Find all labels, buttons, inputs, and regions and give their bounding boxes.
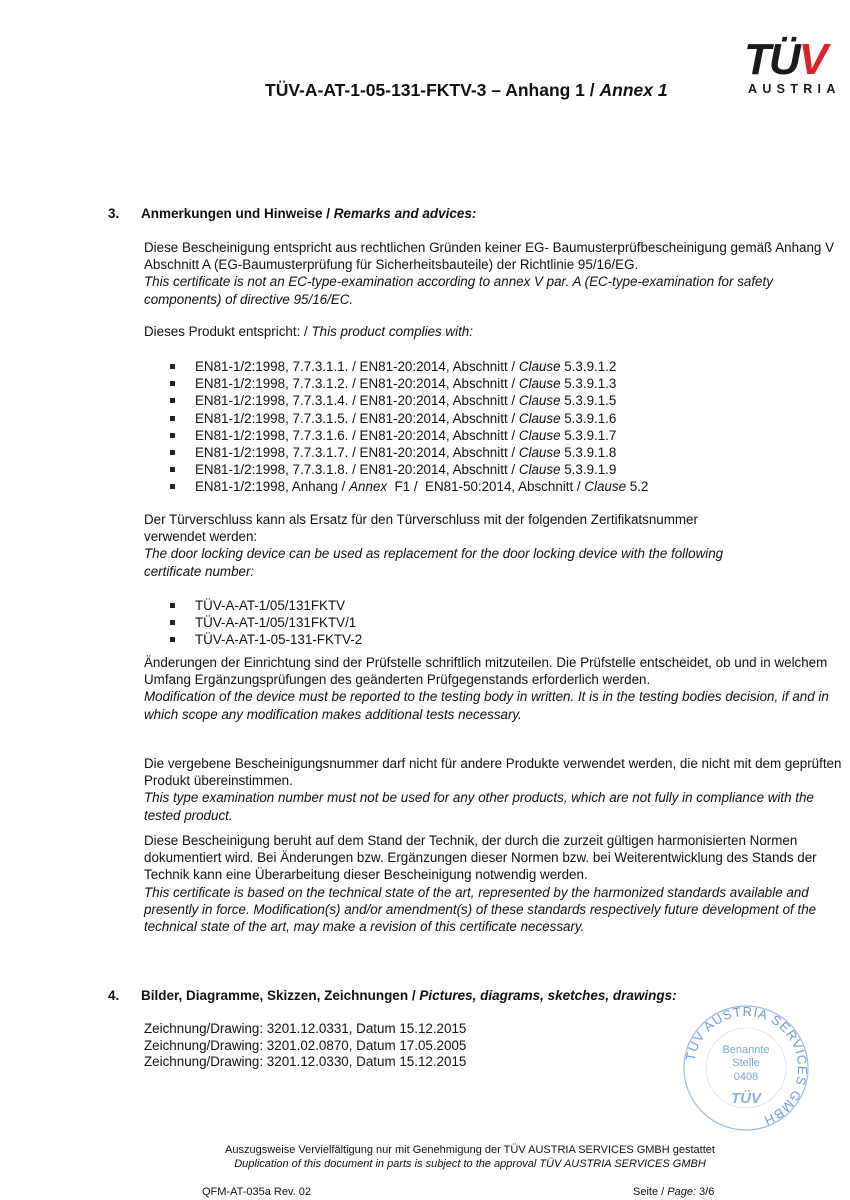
section-title: Bilder, Diagramme, Skizzen, Zeichnungen / Pictures, diagrams, sketches, drawings: [141, 988, 677, 1003]
standard-item: EN81-1/2:1998, 7.7.3.1.8. / EN81-20:2014, Abschnitt / Clause 5.3.9.1.9 [170, 461, 648, 478]
replacement-paragraph [144, 511, 744, 580]
standard-item: EN81-1/2:1998, 7.7.3.1.2. / EN81-20:2014, Abschnitt / Clause 5.3.9.1.3 [170, 375, 648, 392]
paragraph-english: Modification of the device must be reported to the testing body in written. It is in the testing bodies decision, if and in which scope any modification makes additional tests necessary. [144, 689, 829, 722]
paragraph-english: The door locking device can be used as replacement for the door locking device with the following certificate number: [144, 546, 724, 579]
certificate-item: TÜV-A-AT-1/05/131FKTV [170, 597, 362, 614]
logo-subtitle: AUSTRIA [748, 82, 841, 96]
certificate-item: TÜV-A-AT-1/05/131FKTV/1 [170, 614, 362, 631]
paragraph-english: This certificate is based on the technical state of the art, represented by the harmonized standards available and presently in force. Modification(s) and/or amendment(s) of these standards respectively future development of the technical state of the art, may make a revision of this certificate necessary. [144, 884, 817, 935]
title-german: TÜV-A-AT-1-05-131-FKTV-3 – Anhang 1 / [265, 80, 600, 100]
standard-item: EN81-1/2:1998, 7.7.3.1.5. / EN81-20:2014, Abschnitt / Clause 5.3.9.1.6 [170, 410, 648, 427]
standard-item: EN81-1/2:1998, 7.7.3.1.1. / EN81-20:2014, Abschnitt / Clause 5.3.9.1.2 [170, 358, 648, 375]
modification-paragraph [144, 654, 844, 723]
paragraph-german: Diese Bescheinigung entspricht aus rechtlichen Gründen keiner EG- Baumusterprüfbescheinigung gemäß Anhang V Abschnitt A (EG-Baumusterprüfung für Sicherheitsbauteile) der Richtlinie 95/16/EG. [144, 240, 835, 273]
stamp-seal-icon [678, 1003, 814, 1133]
document-title [265, 80, 668, 101]
section-number: 4. [108, 988, 120, 1003]
standard-item: EN81-1/2:1998, 7.7.3.1.6. / EN81-20:2014, Abschnitt / Clause 5.3.9.1.7 [170, 427, 648, 444]
certificate-number-use-paragraph [144, 755, 844, 824]
form-id: QFM-AT-035a Rev. 02 [202, 1186, 312, 1198]
legal-notice-paragraph [144, 239, 844, 308]
notice-german: Auszugsweise Vervielfältigung nur mit Genehmigung der TÜV AUSTRIA SERVICES GMBH gestattet [225, 1144, 715, 1156]
svg-text:Benannte: Benannte [722, 1044, 770, 1056]
page-number: Seite / Page: 3/6 [633, 1186, 715, 1198]
svg-text:TÜV: TÜV [731, 1090, 761, 1107]
drawing-item: Zeichnung/Drawing: 3201.12.0331, Datum 15.12.2015 [144, 1021, 467, 1036]
paragraph-german: Änderungen der Einrichtung sind der Prüfstelle schriftlich mitzuteilen. Die Prüfstelle entscheidet, ob und in welchem Umfang Ergänzungsprüfungen des geänderten Prüfgegenstands erforderlich werden. [144, 655, 828, 688]
svg-text:Stelle: Stelle [732, 1057, 760, 1069]
drawings-list [144, 1021, 466, 1071]
standard-item: EN81-1/2:1998, Anhang / Annex F1 / EN81-50:2014, Abschnitt / Clause 5.2 [170, 478, 648, 495]
certificate-item: TÜV-A-AT-1-05-131-FKTV-2 [170, 631, 362, 648]
standards-list [170, 358, 648, 496]
tuv-austria-logo [744, 35, 850, 98]
section-number: 3. [108, 206, 120, 221]
svg-text:0408: 0408 [733, 1071, 759, 1083]
notice-english: Duplication of this document in parts is subject to the approval TÜV AUSTRIA SERVICES GMBH [234, 1158, 706, 1170]
duplication-notice [0, 1143, 850, 1171]
paragraph-english: This certificate is not an EC-type-examination according to annex V par. A (EC-type-examination for safety components) of directive 95/16/EC. [144, 274, 773, 307]
paragraph-german: Die vergebene Bescheinigungsnummer darf nicht für andere Produkte verwendet werden, die nicht mit dem geprüften Produkt übereinstimmen. [144, 756, 842, 789]
svg-text:TÜV AUSTRIA SERVICES GMBH: TÜV AUSTRIA SERVICES GMBH [682, 1003, 811, 1129]
paragraph-german: Diese Bescheinigung beruht auf dem Stand der Technik, der durch die zurzeit gültigen harmonisierten Normen dokumentiert wird. Bei Änderungen bzw. Ergänzungen dieser Normen bzw. bei Weiterentwicklung des Stands der Technik kann eine Überarbeitung dieser Bescheinigung notwendig werden. [144, 833, 817, 883]
notified-body-stamp [678, 1003, 814, 1133]
logo-wordmark: TÜV [744, 35, 827, 84]
title-english: Annex 1 [599, 80, 668, 100]
section-title: Anmerkungen und Hinweise / Remarks and advices: [141, 206, 477, 221]
certificate-list [170, 597, 362, 649]
standard-item: EN81-1/2:1998, 7.7.3.1.4. / EN81-20:2014, Abschnitt / Clause 5.3.9.1.5 [170, 392, 648, 409]
drawing-item: Zeichnung/Drawing: 3201.12.0330, Datum 15.12.2015 [144, 1054, 467, 1069]
complies-intro: Dieses Produkt entspricht: / This product complies with: [144, 324, 473, 339]
paragraph-english: This type examination number must not be used for any other products, which are not fully in compliance with the tested product. [144, 790, 814, 823]
state-of-art-paragraph [144, 832, 844, 935]
standard-item: EN81-1/2:1998, 7.7.3.1.7. / EN81-20:2014, Abschnitt / Clause 5.3.9.1.8 [170, 444, 648, 461]
paragraph-german: Der Türverschluss kann als Ersatz für den Türverschluss mit der folgenden Zertifikatsnummer verwendet werden: [144, 512, 698, 545]
drawing-item: Zeichnung/Drawing: 3201.02.0870, Datum 17.05.2005 [144, 1037, 467, 1053]
